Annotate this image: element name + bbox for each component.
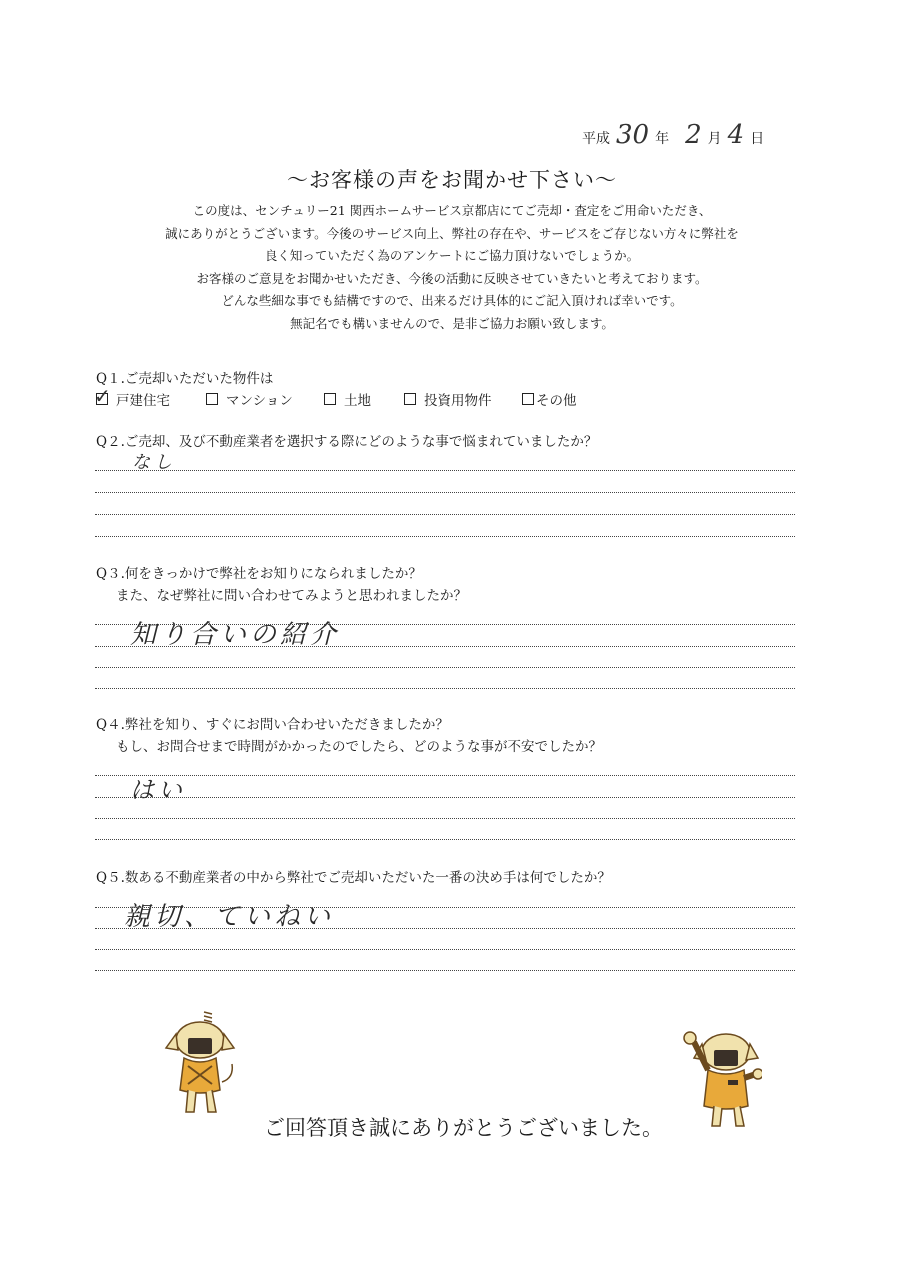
answer-line [95, 646, 795, 647]
checkbox[interactable] [206, 393, 218, 405]
date-day: 4 [727, 120, 745, 150]
date-month-unit: 月 [707, 131, 722, 147]
q3-answer: 知り合いの紹介 [130, 620, 341, 650]
option-apartment[interactable] [206, 389, 324, 409]
answer-line [95, 839, 795, 840]
answer-line [95, 514, 795, 515]
answer-line [95, 797, 795, 798]
option-label: 投資用物件 [424, 393, 492, 409]
answer-line [95, 775, 795, 776]
answer-line [95, 492, 795, 493]
q1-question: Q１.ご売却いただいた物件は [96, 371, 274, 387]
answer-line [95, 970, 795, 971]
answer-line [95, 688, 795, 689]
date-era: 平成 [582, 131, 610, 147]
answer-line [95, 667, 795, 668]
answer-line [95, 949, 795, 950]
intro-line: 良く知っていただく為のアンケートにご協力頂けないでしょうか。 [264, 248, 640, 263]
intro-text [120, 200, 784, 335]
option-other[interactable] [522, 389, 577, 409]
check-mark-icon: ✓ [94, 384, 111, 408]
date-day-unit: 日 [750, 131, 765, 147]
answer-line [95, 536, 795, 537]
q4-question-sub: もし、お問合せまで時間がかかったのでしたら、どのような事が不安でしたか？ [116, 739, 602, 755]
q5-question: Q５.数ある不動産業者の中から弊社でご売却いただいた一番の決め手は何でしたか？ [96, 870, 611, 886]
checkbox[interactable] [404, 393, 416, 405]
option-investment-property[interactable] [404, 389, 522, 409]
q2-answer: なし [132, 452, 176, 473]
mascot-dog-bowing-icon [160, 1008, 240, 1118]
intro-line: お客様のご意見をお聞かせいただき、今後の活動に反映させていきたいと考えております。 [196, 270, 708, 286]
option-land[interactable] [324, 389, 404, 409]
closing-message: ご回答頂き誠にありがとうございました。 [264, 1116, 663, 1140]
answer-line [95, 624, 795, 625]
date-month: 2 [685, 120, 702, 150]
option-label: マンション [226, 393, 293, 409]
intro-line: この度は、センチュリー21 関西ホームサービス京都店にてご売却・査定をご用命いただき、 [192, 203, 712, 218]
answer-line [95, 470, 795, 471]
checkbox[interactable] [324, 393, 336, 405]
q4-question: Q４.弊社を知り、すぐにお問い合わせいただきましたか？ [96, 717, 449, 733]
checkbox[interactable] [94, 384, 111, 408]
checkbox[interactable] [522, 393, 534, 405]
answer-line [95, 928, 795, 929]
survey-date [582, 120, 764, 150]
survey-title: ～お客様の声をお聞かせ下さい～ [287, 168, 617, 192]
date-year-unit: 年 [655, 131, 670, 147]
answer-line [95, 818, 795, 819]
intro-line: 無記名でも構いませんので、是非ご協力お願い致します。 [290, 315, 614, 331]
option-label: 戸建住宅 [116, 393, 170, 409]
option-label: 土地 [344, 393, 371, 409]
q5-answer: 親切、ていねい [124, 902, 335, 932]
date-year: 30 [616, 120, 650, 150]
q3-question: Q３.何をきっかけで弊社をお知りになられましたか？ [96, 566, 422, 582]
q4-answer: はい [130, 776, 186, 804]
q2-question: Q２.ご売却、及び不動産業者を選択する際にどのような事で悩まれていましたか？ [96, 434, 598, 450]
intro-line: どんな些細な事でも結構ですので、出来るだけ具体的にご記入頂ければ幸いです。 [221, 293, 683, 308]
q1-options [94, 384, 577, 409]
q3-question-sub: また、なぜ弊社に問い合わせてみようと思われましたか？ [116, 588, 467, 604]
option-label: その他 [536, 393, 577, 409]
intro-line: 誠にありがとうございます。今後のサービス向上、弊社の存在や、サービスをご存じない方々に弊社を [165, 225, 739, 241]
answer-line [95, 907, 795, 908]
mascot-dog-cheering-icon [682, 1022, 762, 1132]
option-detached-house[interactable] [94, 384, 206, 409]
